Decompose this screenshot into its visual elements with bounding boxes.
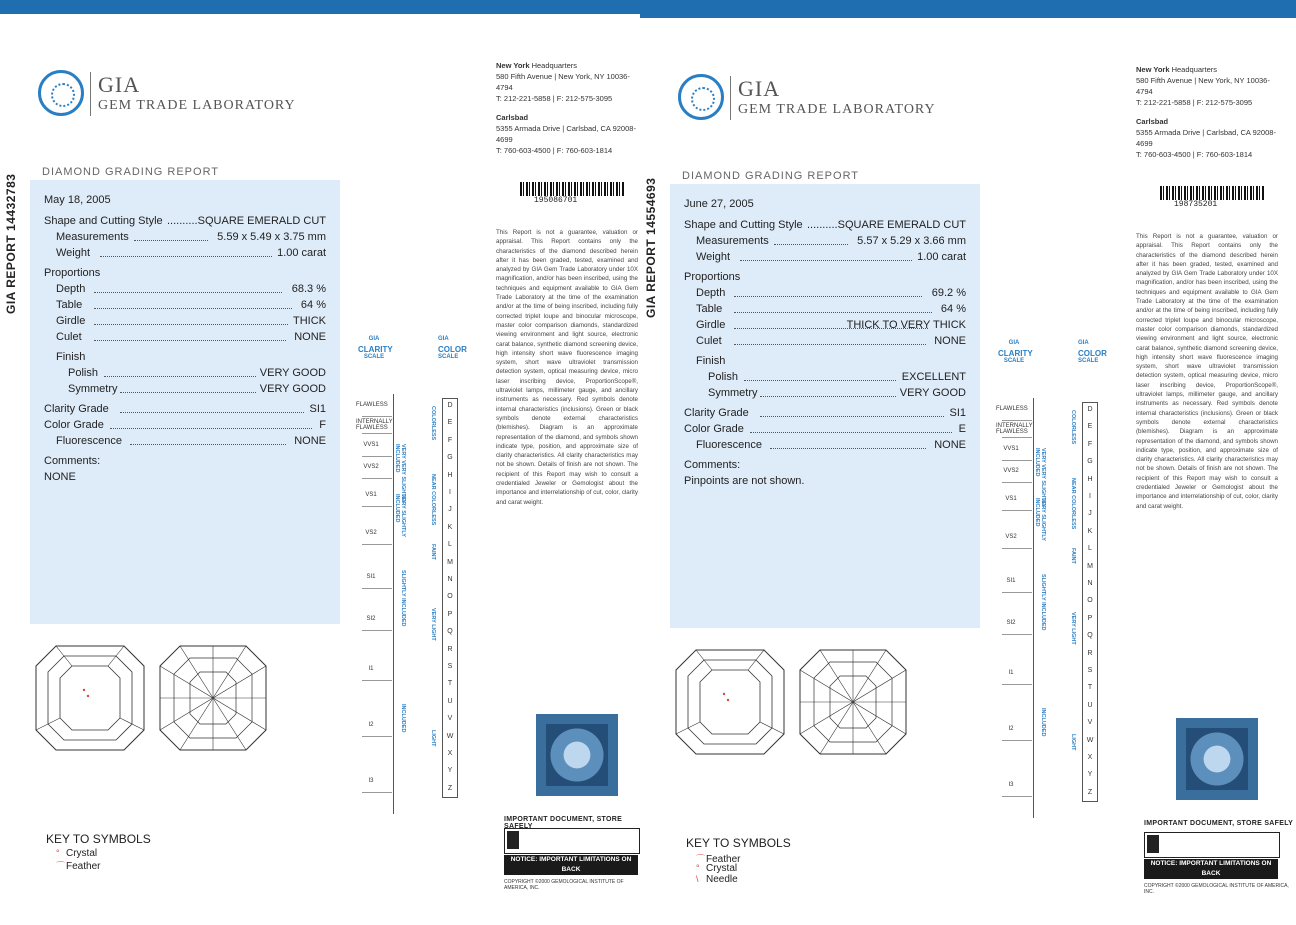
proportions-label: Proportions <box>684 271 741 283</box>
color-grade-letter: H <box>1087 475 1093 483</box>
copyright: COPYRIGHT ©2000 GEMOLOGICAL INSTITUTE OF AMERICA, INC. <box>1144 883 1289 895</box>
shape-label: Shape and Cutting Style <box>684 219 803 231</box>
hq-ny-address: 580 Fifth Avenue | New York, NY 10036-4794 <box>1136 76 1270 96</box>
clarity-group-label: VERY SLIGHTLY INCLUDED <box>394 494 406 537</box>
crystal-mark <box>87 695 89 697</box>
color-group-label: VERY LIGHT <box>430 608 436 641</box>
color-scale-header: SCALE <box>1078 358 1099 364</box>
measurements-value: 5.57 x 5.29 x 3.66 mm <box>857 235 966 247</box>
weight-label: Weight <box>696 251 731 263</box>
color-grade-letter: Z <box>447 784 453 792</box>
clarity-group-label: VERY VERY SLIGHTLY INCLUDED <box>1034 448 1046 507</box>
color-grade-letter: K <box>447 523 453 531</box>
clarity-divider <box>1002 460 1032 461</box>
color-grade-letter: E <box>447 419 453 427</box>
depth-value: 68.3 % <box>291 283 326 295</box>
leader-dots <box>130 436 286 445</box>
color-grade-letter: Y <box>447 767 453 775</box>
clarity-group-label: INCLUDED <box>1040 708 1046 737</box>
clarity-grade: INTERNALLY FLAWLESS <box>356 419 393 431</box>
leader-dots <box>94 332 286 341</box>
proportions-label: Proportions <box>44 267 101 279</box>
girdle-label: Girdle <box>696 319 726 331</box>
leader-dots <box>760 388 896 397</box>
headquarters-block <box>496 60 646 156</box>
color-grade-letter: T <box>447 680 453 688</box>
logo-title: GIA <box>98 72 141 97</box>
color-grade-letter: O <box>1087 597 1093 605</box>
color-grade-letter: D <box>447 402 453 409</box>
clarity-grade: I1 <box>368 666 374 672</box>
leader-dots <box>94 284 282 293</box>
depth-row <box>56 283 326 297</box>
diamond-crown-diagram <box>34 644 146 752</box>
barcode <box>520 182 624 196</box>
color-grade-letter: J <box>448 506 452 514</box>
clarity-label: Clarity Grade <box>44 403 109 415</box>
color-value: F <box>319 419 326 431</box>
clarity-row <box>684 407 966 421</box>
clarity-group-label: VERY SLIGHTLY INCLUDED <box>1034 498 1046 541</box>
disclaimer-text: This Report is not a guarantee, valuation or appraisal. This Report contains only the characteristics of the diamond described herein after it has been graded, tested, examined and analyzed by GIA Gem Trade Laboratory under 10X magnification, and/or has been inscribed, using the techniques and equipment available to GIA Gem Trade Laboratory at the time of the examination and/or at the time of being inscribed, including fully corrected triplet loupe and binocular microscope, master color comparison diamonds, standardized viewing environment and light source, electronic carat balance, synthetic diamond screening device, high intensity short wave fluorescence imaging system, short wave ultraviolet transmission detection system, optical measuring device, micro laser inscribing device, ProportionScope®, ultraviolet lamps, millimeter gauge, and ancillary instruments as necessary. Red symbols denote internal characteristics (inclusions). Green or black symbols denote external characteristics (blemishes). Diagram is an approximate representation of the diamond, and symbols shown indicate type, position, and approximate size of clarity characteristics. All clarity characteristics may not be shown. Details of finish are not shown. The recipient of this Report may wish to consult a credentialed Jeweler or Gemologist about the importance and interrelationship of cut, color, clarity and carat weight. <box>496 229 638 506</box>
hq-ny-phone: T: 212-221-5858 | F: 212-575-3095 <box>496 94 613 103</box>
color-grade-letter: J <box>1088 510 1092 518</box>
key-item-label: Needle <box>706 874 738 885</box>
clarity-scale-header: SCALE <box>1003 358 1025 364</box>
notice-box: NOTICE: IMPORTANT LIMITATIONS ON BACK <box>1144 859 1278 879</box>
clarity-divider <box>362 433 392 434</box>
measurements-label: Measurements <box>696 235 769 247</box>
shape-dots: .......... <box>167 215 198 227</box>
feather-icon: ⌒ <box>696 854 706 864</box>
color-group-label: COLORLESS <box>1070 410 1076 445</box>
logo-divider <box>730 76 731 120</box>
logo-subtitle: GEM TRADE LABORATORY <box>98 98 296 113</box>
lock-icon <box>507 831 519 849</box>
results-panel <box>670 184 980 628</box>
weight-row <box>696 251 966 265</box>
table-label: Table <box>56 299 83 311</box>
report-date: May 18, 2005 <box>44 194 111 206</box>
girdle-label: Girdle <box>56 315 86 327</box>
leader-dots <box>94 316 288 325</box>
needle-icon: \ <box>696 874 699 884</box>
clarity-scale-header: CLARITY <box>998 349 1033 358</box>
leader-dots <box>134 232 208 241</box>
key-title: KEY TO SYMBOLS <box>686 836 791 850</box>
shape-dots: .......... <box>807 219 838 231</box>
girdle-value: THICK TO VERY THICK <box>846 319 966 331</box>
barcode <box>1160 186 1264 200</box>
color-grade-letter: V <box>447 715 453 723</box>
clarity-divider <box>362 456 392 457</box>
color-grade-letter: Q <box>1087 632 1093 640</box>
hq-ca-address: 5355 Armada Drive | Carlsbad, CA 92008-4699 <box>496 124 636 144</box>
color-scale-header: COLOR <box>438 345 467 354</box>
color-scale-header: COLOR <box>1078 349 1107 358</box>
gia-seal-icon <box>38 70 84 116</box>
girdle-row <box>56 315 326 329</box>
key-item-label: Feather <box>66 861 101 872</box>
key-title: KEY TO SYMBOLS <box>46 832 151 846</box>
shape-value: SQUARE EMERALD CUT <box>837 219 966 231</box>
finish-label: Finish <box>696 355 726 367</box>
clarity-divider <box>362 544 392 545</box>
color-group-label: VERY LIGHT <box>1070 612 1076 645</box>
color-grade-letter: W <box>446 732 454 740</box>
color-grade-letter: M <box>447 558 453 566</box>
culet-label: Culet <box>56 331 82 343</box>
crystal-mark <box>727 699 729 701</box>
measurements-value: 5.59 x 5.49 x 3.75 mm <box>217 231 326 243</box>
color-grade-letter: I <box>1089 493 1091 500</box>
leader-dots <box>740 252 912 261</box>
polish-row <box>68 367 326 381</box>
clarity-scale-header: GIA <box>368 336 380 342</box>
copyright: COPYRIGHT ©2000 GEMOLOGICAL INSTITUTE OF AMERICA, INC. <box>504 879 624 891</box>
clarity-divider <box>362 736 392 737</box>
clarity-grade: I3 <box>368 778 374 784</box>
clarity-divider <box>1002 548 1032 549</box>
clarity-divider <box>362 478 392 479</box>
clarity-grade: INTERNALLY FLAWLESS <box>996 423 1033 435</box>
color-grade-letter: Z <box>1087 788 1093 796</box>
clarity-group-label: SLIGHTLY INCLUDED <box>1040 574 1046 631</box>
color-grade-letter: T <box>1087 684 1093 692</box>
hq-ca-title: Carlsbad <box>496 113 529 122</box>
clarity-group-label: SLIGHTLY INCLUDED <box>400 570 406 627</box>
polish-label: Polish <box>708 371 738 383</box>
color-grade-letter: L <box>1088 545 1092 553</box>
grading-report <box>0 14 640 894</box>
disclaimer-text: This Report is not a guarantee, valuation or appraisal. This Report contains only the characteristics of the diamond described herein after it has been graded, tested, examined and analyzed by GIA Gem Trade Laboratory under 10X magnification, and/or has been inscribed, using the techniques and equipment available to GIA Gem Trade Laboratory at the time of the examination and/or at the time of being inscribed, including fully corrected triplet loupe and binocular microscope, master color comparison diamonds, standardized viewing environment and light source, electronic carat balance, synthetic diamond screening device, high intensity short wave fluorescence imaging system, short wave ultraviolet transmission detection system, optical measuring device, micro laser inscribing device, ProportionScope®, ultraviolet lamps, millimeter gauge, and ancillary instruments as necessary. Red symbols denote internal characteristics (inclusions). Green or black symbols denote external characteristics (blemishes). Diagram is an approximate representation of the diamond, and symbols shown indicate type, position, and approximate size of clarity characteristics. All clarity characteristics may not be shown. Details of finish are not shown. The recipient of this Report may wish to consult a credentialed Jeweler or Gemologist about the importance and interrelationship of cut, color, clarity and carat weight. <box>1136 233 1278 510</box>
color-grade-letter: Y <box>1087 771 1093 779</box>
color-grade-letter: U <box>1087 701 1093 709</box>
document-title: DIAMOND GRADING REPORT <box>682 170 860 182</box>
clarity-grade: I2 <box>1008 726 1014 732</box>
hq-ca-address: 5355 Armada Drive | Carlsbad, CA 92008-4699 <box>1136 128 1276 148</box>
diamond-pavilion-diagram <box>158 644 268 752</box>
color-label: Color Grade <box>684 423 744 435</box>
fluorescence-label: Fluorescence <box>696 439 763 451</box>
crystal-mark <box>83 689 85 691</box>
hq-ny-title: New York <box>496 61 530 70</box>
clarity-grade: VVS1 <box>1003 446 1019 452</box>
barcode-number: 198735201 <box>1174 200 1218 209</box>
color-grade-letter: N <box>1087 580 1093 587</box>
leader-dots <box>94 300 292 309</box>
color-group-label: FAINT <box>430 544 436 560</box>
grading-report <box>640 18 1296 898</box>
color-grade-letter: R <box>447 645 453 653</box>
leader-dots <box>734 288 922 297</box>
comments-value: Pinpoints are not shown. <box>684 475 805 487</box>
culet-label: Culet <box>696 335 722 347</box>
color-grade-letter: O <box>447 593 453 601</box>
table-row <box>56 299 326 313</box>
color-scale-header: GIA <box>1078 340 1089 346</box>
clarity-divider <box>1002 437 1032 438</box>
headquarters-block <box>1136 64 1286 160</box>
color-grade-letter: X <box>447 750 453 757</box>
symmetry-label: Symmetry <box>708 387 758 399</box>
clarity-label: Clarity Grade <box>684 407 749 419</box>
color-grade-letter: X <box>1087 754 1093 761</box>
leader-dots <box>120 384 256 393</box>
hq-ny-title: New York <box>1136 65 1170 74</box>
key-item-label: Crystal <box>706 863 738 874</box>
leader-dots <box>100 248 272 257</box>
color-grade-letter: W <box>1086 736 1094 744</box>
color-grade-letter: P <box>447 610 453 618</box>
hq-ny-phone: T: 212-221-5858 | F: 212-575-3095 <box>1136 98 1253 107</box>
leader-dots <box>770 440 926 449</box>
report-date: June 27, 2005 <box>684 198 754 210</box>
clarity-grade: VVS2 <box>363 464 379 470</box>
color-group-label: COLORLESS <box>430 406 436 441</box>
leader-dots <box>750 424 952 433</box>
clarity-grade: I3 <box>1008 782 1014 788</box>
clarity-scale-header: GIA <box>1008 340 1020 346</box>
polish-row <box>708 371 966 385</box>
hologram-icon <box>1176 718 1258 800</box>
clarity-divider <box>362 792 392 793</box>
clarity-grade: VS1 <box>1005 496 1017 502</box>
color-grade-letter: V <box>1087 719 1093 727</box>
color-grade-letter: L <box>448 541 452 549</box>
clarity-value: SI1 <box>309 403 326 415</box>
clarity-grade: SI1 <box>1006 578 1016 584</box>
table-value: 64 % <box>940 303 966 315</box>
shape-label: Shape and Cutting Style <box>44 215 163 227</box>
notice-box: NOTICE: IMPORTANT LIMITATIONS ON BACK <box>504 855 638 875</box>
measurements-label: Measurements <box>56 231 129 243</box>
leader-dots <box>120 404 304 413</box>
polish-value: EXCELLENT <box>901 371 966 383</box>
clarity-scale-header: SCALE <box>363 354 385 360</box>
symmetry-row <box>68 383 326 397</box>
color-grade-letter: G <box>447 454 453 462</box>
color-row <box>684 423 966 437</box>
security-box <box>504 828 640 854</box>
color-grade-letter: K <box>1087 527 1093 535</box>
leader-dots <box>734 336 926 345</box>
depth-label: Depth <box>56 283 86 295</box>
clarity-divider <box>362 506 392 507</box>
clarity-divider <box>1002 684 1032 685</box>
logo-title: GIA <box>738 76 781 101</box>
color-group-label: FAINT <box>1070 548 1076 564</box>
color-grade-letter: N <box>447 576 453 583</box>
document-title: DIAMOND GRADING REPORT <box>42 166 220 178</box>
crystal-mark <box>723 693 725 695</box>
table-label: Table <box>696 303 723 315</box>
clarity-grade: FLAWLESS <box>996 406 1028 412</box>
clarity-divider <box>1002 796 1032 797</box>
measurements-row <box>696 235 966 249</box>
gia-seal-icon <box>678 74 724 120</box>
clarity-divider <box>362 630 392 631</box>
color-value: E <box>958 423 966 435</box>
results-panel <box>30 180 340 624</box>
color-grade-letter: S <box>447 663 453 670</box>
shape-row <box>684 219 966 233</box>
leader-dots <box>110 420 312 429</box>
color-group-label: LIGHT <box>430 730 436 747</box>
color-scale-header: GIA <box>438 336 449 342</box>
clarity-row <box>44 403 326 417</box>
hologram-icon <box>536 714 618 796</box>
fluorescence-value: NONE <box>934 439 966 451</box>
comments-value: NONE <box>44 471 76 483</box>
fluorescence-label: Fluorescence <box>56 435 123 447</box>
hq-ny-suffix: Headquarters <box>531 61 578 70</box>
clarity-grade: SI1 <box>366 574 376 580</box>
color-grade-letter: I <box>449 489 451 496</box>
clarity-grade: I1 <box>1008 670 1014 676</box>
color-group-label: LIGHT <box>1070 734 1076 751</box>
symmetry-row <box>708 387 966 401</box>
clarity-divider <box>1002 510 1032 511</box>
crystal-icon: ° <box>56 848 60 858</box>
color-grade-letter: G <box>1087 458 1093 466</box>
clarity-divider <box>362 588 392 589</box>
hq-ny-suffix: Headquarters <box>1171 65 1218 74</box>
color-grade-letter: S <box>1087 667 1093 674</box>
culet-row <box>56 331 326 345</box>
clarity-value: SI1 <box>949 407 966 419</box>
shape-row <box>44 215 326 229</box>
measurements-row <box>56 231 326 245</box>
clarity-divider <box>362 680 392 681</box>
weight-label: Weight <box>56 247 91 259</box>
crystal-icon: ° <box>696 863 700 873</box>
color-grade-letter: H <box>447 471 453 479</box>
clarity-grade: SI2 <box>366 616 376 622</box>
fluorescence-row <box>56 435 326 449</box>
clarity-grade: VS1 <box>365 492 377 498</box>
diamond-pavilion-diagram <box>798 648 908 756</box>
hq-ca-phone: T: 760-603-4500 | F: 760-603-1814 <box>1136 150 1253 159</box>
girdle-row <box>696 319 966 333</box>
polish-label: Polish <box>68 367 98 379</box>
culet-value: NONE <box>934 335 966 347</box>
symmetry-label: Symmetry <box>68 383 118 395</box>
hq-ca-title: Carlsbad <box>1136 117 1169 126</box>
culet-row <box>696 335 966 349</box>
diamond-crown-diagram <box>674 648 786 756</box>
clarity-divider <box>1002 482 1032 483</box>
security-box <box>1144 832 1280 858</box>
color-group-label: NEAR COLORLESS <box>430 474 436 526</box>
table-row <box>696 303 966 317</box>
clarity-divider <box>1002 420 1032 421</box>
leader-dots <box>760 408 944 417</box>
clarity-group-label: VERY VERY SLIGHTLY INCLUDED <box>394 444 406 503</box>
shape-value: SQUARE EMERALD CUT <box>197 215 326 227</box>
color-grade-letter: Q <box>447 628 453 636</box>
important-text: IMPORTANT DOCUMENT, STORE SAFELY <box>504 816 623 830</box>
report-id: GIA REPORT 14432783 <box>4 173 18 314</box>
color-row <box>44 419 326 433</box>
color-grade-letter: U <box>447 697 453 705</box>
finish-label: Finish <box>56 351 86 363</box>
color-grade-letter: M <box>1087 562 1093 570</box>
logo-subtitle: GEM TRADE LABORATORY <box>738 102 936 117</box>
comments-label: Comments: <box>44 455 101 467</box>
clarity-grade: FLAWLESS <box>356 402 388 408</box>
color-grade-letter: F <box>1087 440 1093 448</box>
weight-value: 1.00 carat <box>917 251 966 263</box>
barcode-number: 195086701 <box>534 196 578 205</box>
color-label: Color Grade <box>44 419 104 431</box>
polish-value: VERY GOOD <box>259 367 326 379</box>
weight-value: 1.00 carat <box>277 247 326 259</box>
feather-icon: ⌒ <box>56 861 66 871</box>
leader-dots <box>774 236 848 245</box>
culet-value: NONE <box>294 331 326 343</box>
clarity-divider <box>1002 592 1032 593</box>
key-item-crystal <box>696 863 737 874</box>
clarity-grade: VS2 <box>1005 534 1017 540</box>
fluorescence-value: NONE <box>294 435 326 447</box>
report-id: GIA REPORT 14554693 <box>644 177 658 318</box>
color-grade-letter: F <box>447 436 453 444</box>
clarity-group-label: INCLUDED <box>400 704 406 733</box>
lock-icon <box>1147 835 1159 853</box>
symmetry-value: VERY GOOD <box>899 387 966 399</box>
important-text: IMPORTANT DOCUMENT, STORE SAFELY <box>1144 820 1294 827</box>
key-item-label: Crystal <box>66 848 98 859</box>
color-grade-letter: E <box>1087 423 1093 431</box>
comments-label: Comments: <box>684 459 741 471</box>
leader-dots <box>104 368 256 377</box>
key-item-label: Feather <box>706 854 741 865</box>
girdle-value: THICK <box>293 315 326 327</box>
color-grade-letter: D <box>1087 406 1093 413</box>
clarity-grade: VVS2 <box>1003 468 1019 474</box>
hq-ny-address: 580 Fifth Avenue | New York, NY 10036-4794 <box>496 72 630 92</box>
clarity-divider <box>1002 740 1032 741</box>
fluorescence-row <box>696 439 966 453</box>
key-item-needle <box>696 874 738 885</box>
color-grade-letter: R <box>1087 649 1093 657</box>
depth-value: 69.2 % <box>931 287 966 299</box>
color-group-label: NEAR COLORLESS <box>1070 478 1076 530</box>
color-grade-letter: P <box>1087 614 1093 622</box>
leader-dots <box>734 304 932 313</box>
table-value: 64 % <box>300 299 326 311</box>
symmetry-value: VERY GOOD <box>259 383 326 395</box>
clarity-divider <box>1002 634 1032 635</box>
clarity-scale-header: CLARITY <box>358 345 393 354</box>
depth-label: Depth <box>696 287 726 299</box>
clarity-divider <box>362 416 392 417</box>
depth-row <box>696 287 966 301</box>
clarity-grade: I2 <box>368 722 374 728</box>
logo-divider <box>90 72 91 116</box>
hq-ca-phone: T: 760-603-4500 | F: 760-603-1814 <box>496 146 613 155</box>
key-item-crystal <box>56 848 97 859</box>
clarity-grade: VVS1 <box>363 442 379 448</box>
color-scale-header: SCALE <box>438 354 459 360</box>
clarity-grade: VS2 <box>365 530 377 536</box>
key-item-feather <box>56 859 100 872</box>
weight-row <box>56 247 326 261</box>
leader-dots <box>744 372 896 381</box>
clarity-grade: SI2 <box>1006 620 1016 626</box>
